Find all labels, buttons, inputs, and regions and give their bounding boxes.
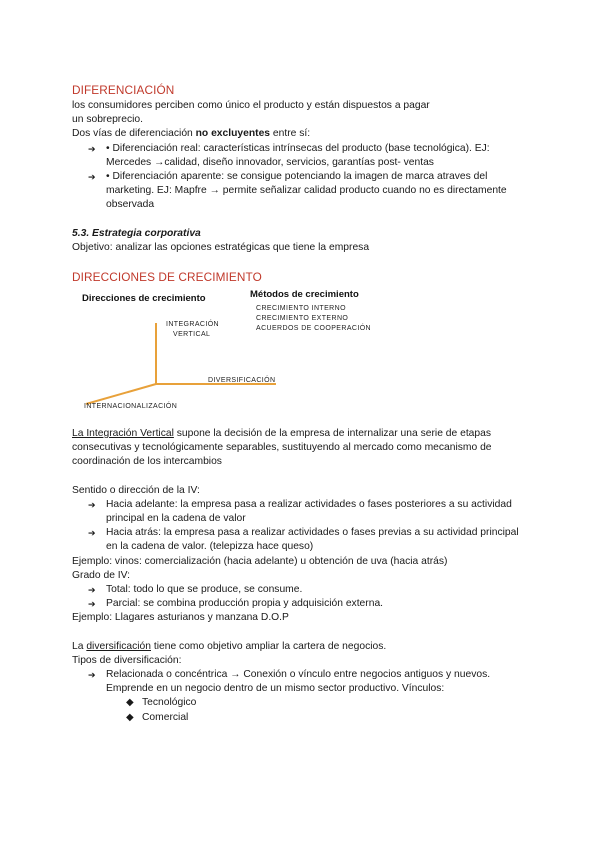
diferenciacion-intro-line-2: un sobreprecio. <box>72 114 143 126</box>
vias-bold: no excluyentes <box>195 128 271 140</box>
list-item: ➔ Hacia atrás: la empresa pasa a realizar actividades o fases previas a su actividad principal en la cadena de valor. (telepizza hace queso) <box>88 526 532 554</box>
diversificacion-paragraph <box>72 640 532 654</box>
integracion-paragraph <box>72 427 532 470</box>
vias-prefix: Dos vías de diferenciación <box>72 128 196 140</box>
diversificacion-prefix: La <box>72 640 87 652</box>
label-diversificacion: DIVERSIFICACIÓN <box>208 377 276 385</box>
vinculos-list <box>72 696 532 724</box>
grado-label: Grado de IV: <box>72 569 131 581</box>
label-internacionalizacion: INTERNACIONALIZACIÓN <box>84 403 178 411</box>
sentido-label: Sentido o dirección de la IV: <box>72 484 200 496</box>
diferenciacion-vias <box>72 127 532 141</box>
list-item: ➔ Relacionada o concéntrica → Conexión o vínculo entre negocios antiguos y nuevos. Emprende en un negocio dentro de un mismo sector productivo. Vínculos: <box>88 668 532 696</box>
diversificacion-suffix: tiene como objetivo ampliar la cartera de negocios. <box>151 640 387 652</box>
diferenciacion-list <box>72 142 532 213</box>
method-crecimiento-externo: CRECIMIENTO EXTERNO <box>256 315 349 323</box>
diagonal-axis <box>86 384 156 404</box>
label-vertical: VERTICAL <box>173 331 211 339</box>
diagram-right-title: Métodos de crecimiento <box>250 289 359 301</box>
estrategia-objetivo: Objetivo: analizar las opciones estratégicas que tiene la empresa <box>72 241 370 253</box>
list-item: ➔ • Diferenciación real: características intrínsecas del producto (base tecnológica). EJ: Mercedes →calidad, diseño innovador, servicios, garantías post- ventas <box>88 142 532 170</box>
tipos-label: Tipos de diversificación: <box>72 654 182 666</box>
list-item: ➔ Total: todo lo que se produce, se consume. <box>88 583 532 597</box>
list-item: ➔ Hacia adelante: la empresa pasa a realizar actividades o fases posteriores a su actividad principal en la cadena de valor <box>88 498 532 526</box>
heading-crecimiento: DIRECCIONES DE CRECIMIENTO <box>72 270 262 285</box>
heading-diferenciacion: DIFERENCIACIÓN <box>72 83 175 97</box>
list-item: ◆ Comercial <box>126 711 532 725</box>
sentido-list <box>72 498 532 555</box>
list-item: ➔ • Diferenciación aparente: se consigue potenciando la imagen de marca atraves del marketing. EJ: Mapfre → permite señalizar calidad producto cuando no es directamente observada <box>88 170 532 213</box>
integracion-definition: supone la decisión de la empresa de internalizar una serie de etapas consecutivas y tecnológicamente separables, sustituyendo al mercado como mecanismo de coordinación de los intercambios <box>72 428 492 468</box>
diagram-left-title: Direcciones de crecimiento <box>82 293 206 305</box>
integracion-term: La Integración Vertical <box>72 428 174 440</box>
vias-suffix: entre sí: <box>270 128 311 140</box>
grado-list <box>72 583 532 611</box>
diferenciacion-intro-line-1: los consumidores perciben como único el producto y están dispuestos a pagar <box>72 100 430 111</box>
list-item: ➔ Parcial: se combina producción propia y adquisición externa. <box>88 597 532 611</box>
diversificacion-term: diversificación <box>86 640 151 652</box>
label-integracion: INTEGRACIÓN <box>166 321 220 329</box>
list-item: ◆ Tecnológico <box>126 696 532 710</box>
section-title-estrategia: 5.3. Estrategia corporativa <box>72 227 201 239</box>
method-crecimiento-interno: CRECIMIENTO INTERNO <box>256 305 346 313</box>
tipos-list <box>72 668 532 696</box>
ejemplo-vinos: Ejemplo: vinos: comercialización (hacia adelante) u obtención de uva (hacia atrás) <box>72 555 448 567</box>
document-page <box>72 82 532 725</box>
method-acuerdos-cooperacion: ACUERDOS DE COOPERACIÓN <box>256 325 371 333</box>
growth-directions-diagram <box>72 287 532 421</box>
ejemplo-llagares: Ejemplo: Llagares asturianos y manzana D.O.P <box>72 612 289 624</box>
